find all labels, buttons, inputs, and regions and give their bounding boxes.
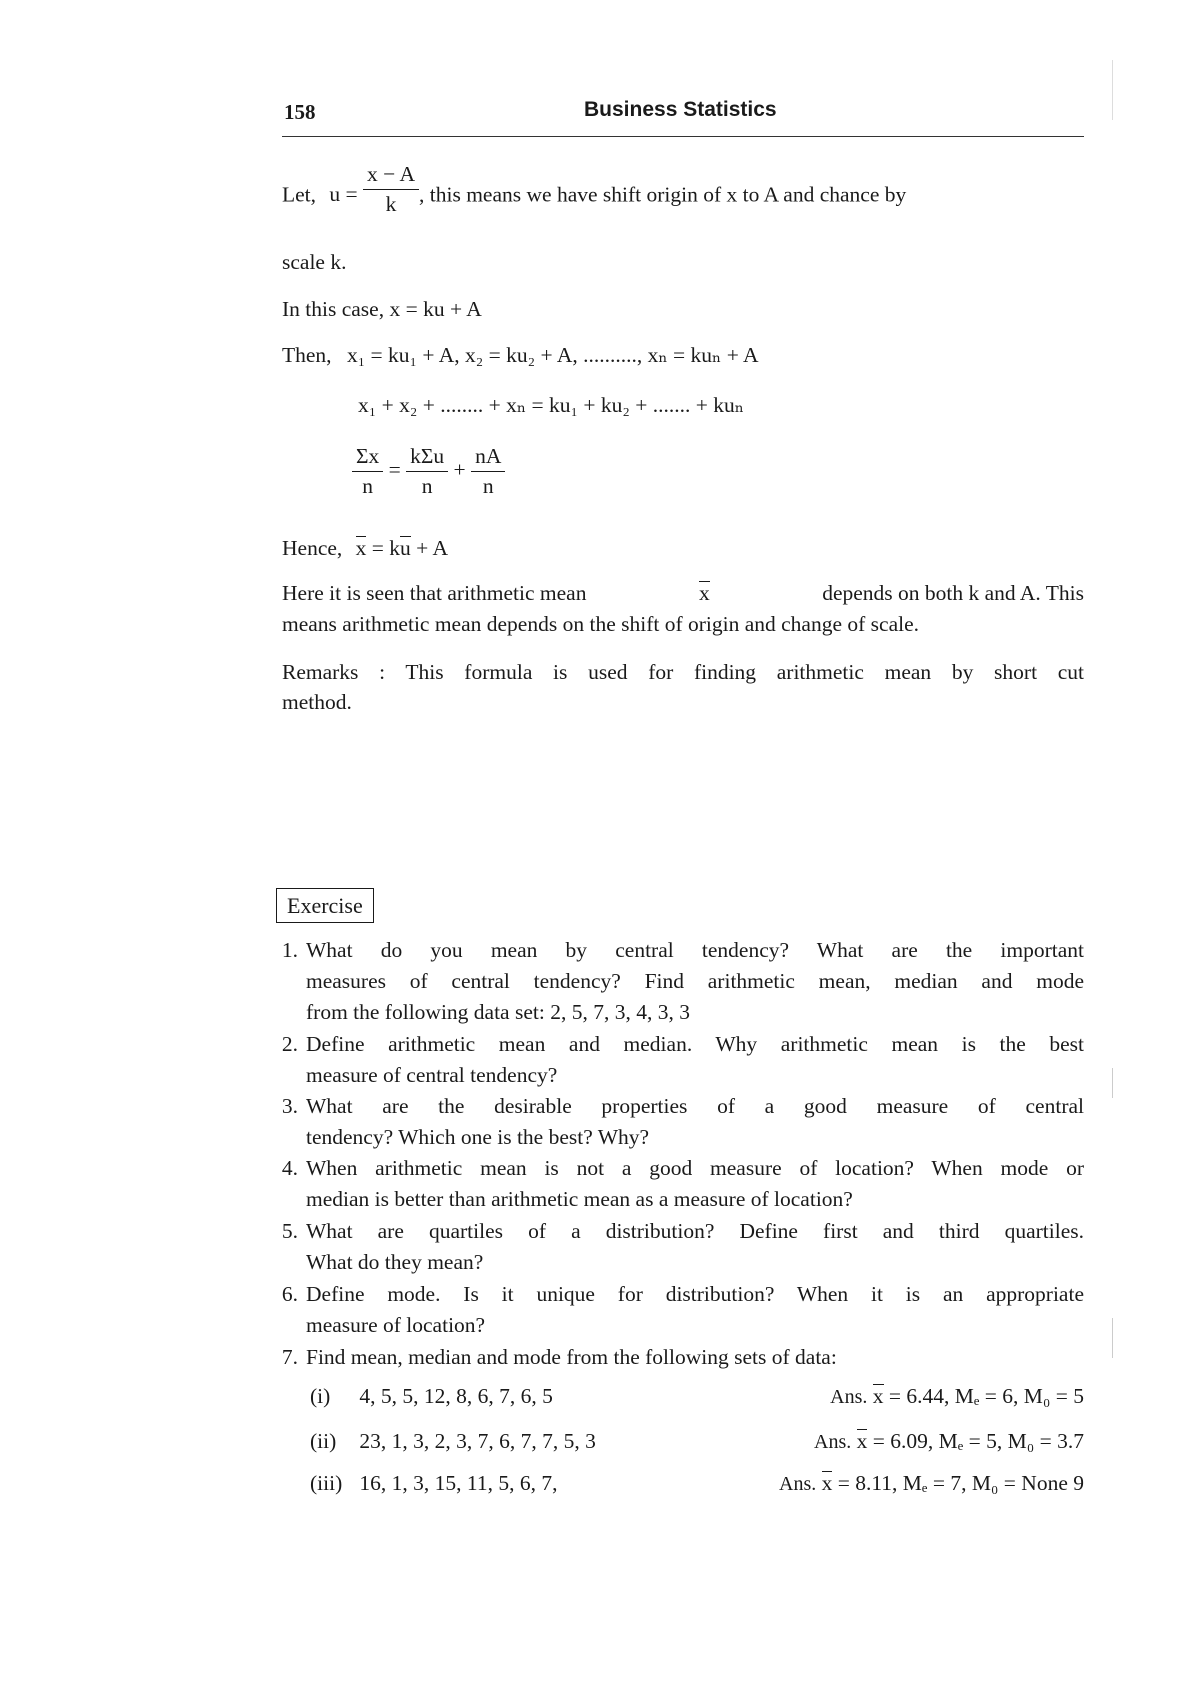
exercise-item-number: 1. — [281, 938, 298, 962]
answer-x-bar: x — [872, 1384, 884, 1408]
fraction-sum-x-num: Σx — [352, 444, 383, 472]
answer-x-bar: x — [821, 1471, 833, 1495]
hence-line — [282, 536, 448, 561]
data-set-answer — [814, 1429, 1084, 1454]
remarks-line-1: Remarks : This formula is used for finding arithmetic mean by short cut — [282, 660, 1084, 684]
u-fraction-denominator: k — [385, 192, 397, 216]
running-title: Business Statistics — [584, 98, 777, 121]
exercise-line: Find mean, median and mode from the following sets of data: — [306, 1345, 837, 1369]
equation-3 — [352, 444, 505, 499]
fraction-k-sum-u-num: kΣu — [406, 444, 448, 472]
exercise-item-6 — [281, 1282, 1084, 1337]
hence-plus: + A — [410, 536, 449, 560]
data-set-i — [310, 1384, 1084, 1409]
plus-sign: + — [453, 457, 466, 482]
equation-2: x₁ + x₂ + ........ + xₙ = ku₁ + ku₂ + ....... + kuₙ — [358, 393, 745, 417]
paragraph-1-a: Here it is seen that arithmetic mean — [282, 581, 587, 605]
equation-1: x₁ = ku₁ + A, x₂ = ku₂ + A, .........., xₙ = kuₙ + A — [346, 343, 759, 367]
exercise-line: When arithmetic mean is not a good measure of location? When mode or — [306, 1156, 1084, 1180]
remarks-line-2: method. — [282, 690, 352, 714]
paragraph-1-b: depends on both k and A. This — [822, 581, 1084, 605]
data-set-iii — [310, 1471, 1084, 1496]
let-word: Let, — [282, 182, 317, 207]
fraction-k-sum-u-den: n — [421, 474, 433, 498]
exercise-item-number: 4. — [281, 1156, 298, 1180]
let-line — [282, 162, 907, 217]
answer-values: = 6.44, Mₑ = 6, M₀ = 5 — [883, 1384, 1084, 1408]
exercise-item-number: 3. — [281, 1094, 298, 1118]
then-line — [282, 343, 759, 368]
answer-prefix: Ans. — [779, 1473, 817, 1495]
fraction-sum-x-den: n — [362, 474, 373, 498]
exercise-item-2 — [281, 1032, 1084, 1087]
exercise-line: What are quartiles of a distribution? Define first and third quartiles. — [306, 1219, 1084, 1243]
u-fraction — [363, 162, 419, 217]
answer-prefix: Ans. — [830, 1386, 868, 1408]
exercise-item-3 — [281, 1094, 1084, 1149]
fraction-n-a-den: n — [482, 474, 494, 498]
page-number: 158 — [284, 100, 316, 124]
exercise-line: tendency? Which one is the best? Why? — [306, 1125, 650, 1149]
u-equals: u = — [329, 182, 358, 207]
hence-eq: = k — [366, 536, 401, 560]
header-rule — [282, 136, 1084, 137]
data-set-answer — [830, 1384, 1084, 1409]
u-fraction-numerator: x − A — [363, 162, 419, 190]
exercise-item-7 — [281, 1345, 1084, 1370]
fraction-n-a — [471, 444, 505, 499]
exercise-line: measure of location? — [306, 1313, 486, 1337]
scan-edge-mark — [1112, 1318, 1113, 1358]
data-set-label: (ii) — [310, 1429, 337, 1453]
exercise-line: What are the desirable properties of a good measure of central — [306, 1094, 1084, 1118]
fraction-k-sum-u — [406, 444, 448, 499]
hence-word: Hence, — [282, 536, 343, 560]
exercise-item-4 — [281, 1156, 1084, 1211]
exercise-line: Define arithmetic mean and median. Why arithmetic mean is the best — [306, 1032, 1084, 1056]
x-bar: x — [355, 536, 367, 560]
exercise-line: What do they mean? — [306, 1250, 484, 1274]
data-set-values: 16, 1, 3, 15, 11, 5, 6, 7, — [359, 1471, 558, 1495]
scan-edge-mark — [1112, 1068, 1113, 1098]
paragraph-1-line-2: means arithmetic mean depends on the shift of origin and change of scale. — [282, 612, 920, 636]
answer-x-bar: x — [856, 1429, 868, 1453]
data-set-ii — [310, 1429, 1084, 1454]
data-set-label: (i) — [310, 1384, 331, 1408]
exercise-item-number: 2. — [281, 1032, 298, 1056]
answer-values: = 6.09, Mₑ = 5, M₀ = 3.7 — [867, 1429, 1084, 1453]
u-bar: u — [400, 536, 411, 560]
exercise-heading: Exercise — [276, 888, 374, 923]
exercise-item-number: 6. — [281, 1282, 298, 1306]
exercise-item-5 — [281, 1219, 1084, 1274]
exercise-line: What do you mean by central tendency? What are the important — [306, 938, 1084, 962]
exercise-line: Define mode. Is it unique for distribution? When it is an appropriate — [306, 1282, 1084, 1306]
exercise-line: from the following data set: 2, 5, 7, 3, 4, 3, 3 — [306, 1000, 690, 1024]
exercise-line: median is better than arithmetic mean as a measure of location? — [306, 1187, 853, 1211]
exercise-line: measures of central tendency? Find arithmetic mean, median and mode — [306, 969, 1084, 993]
fraction-n-a-num: nA — [471, 444, 505, 472]
data-set-values: 23, 1, 3, 2, 3, 7, 6, 7, 7, 5, 3 — [359, 1429, 596, 1453]
scan-edge-mark — [1112, 60, 1113, 120]
data-set-label: (iii) — [310, 1471, 343, 1495]
let-rest: , this means we have shift origin of x to A and chance by — [419, 182, 907, 207]
paragraph-x-bar: x — [698, 581, 710, 605]
paragraph-1-line-1 — [282, 581, 1084, 606]
exercise-item-1 — [281, 938, 1084, 1024]
answer-values: = 8.11, Mₑ = 7, M₀ = None 9 — [832, 1471, 1084, 1495]
equals-sign: = — [388, 457, 401, 482]
data-set-values: 4, 5, 5, 12, 8, 6, 7, 6, 5 — [359, 1384, 553, 1408]
fraction-sum-x — [352, 444, 383, 499]
exercise-item-number: 5. — [281, 1219, 298, 1243]
then-word: Then, — [282, 343, 332, 367]
answer-prefix: Ans. — [814, 1431, 852, 1453]
data-set-answer — [779, 1471, 1084, 1496]
exercise-item-number: 7. — [281, 1345, 298, 1369]
exercise-line: measure of central tendency? — [306, 1063, 558, 1087]
let-continuation: scale k. — [282, 250, 347, 274]
case-line: In this case, x = ku + A — [282, 297, 482, 321]
